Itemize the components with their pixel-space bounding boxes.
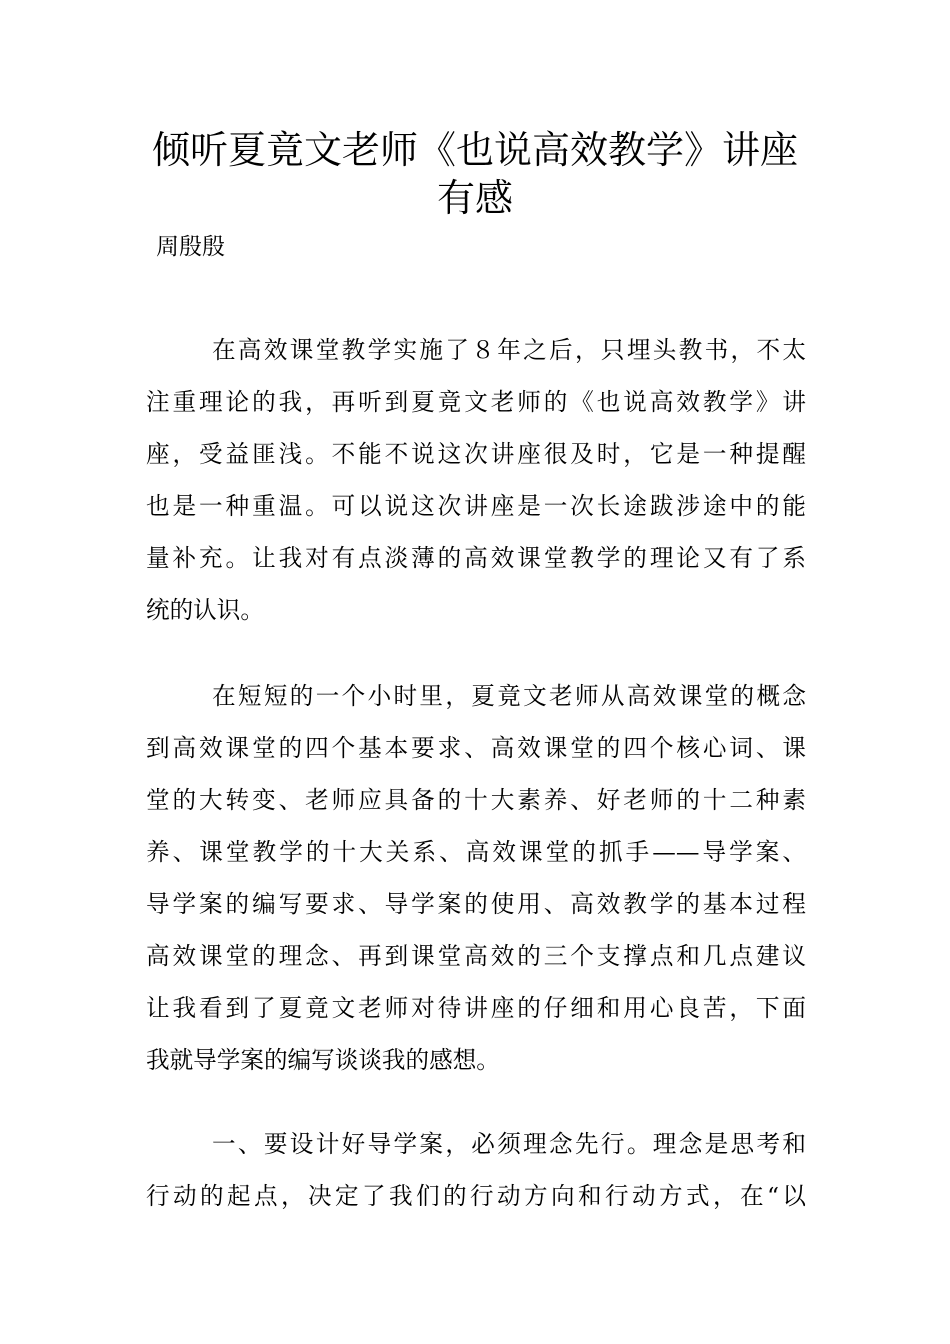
paragraph-3 [146,1118,806,1222]
paragraph-line: 量补充。让我对有点淡薄的高效课堂教学的理论又有了系 [146,544,806,572]
paragraph-line: 也是一种重温。可以说这次讲座是一次长途跋涉途中的能 [146,492,806,520]
paragraph-line: 我就导学案的编写谈谈我的感想。 [146,1046,500,1074]
paragraph-line: 座，受益匪浅。不能不说这次讲座很及时，它是一种提醒 [146,440,806,468]
paragraph-1 [146,324,806,636]
paragraph-line: 在高效课堂教学实施了８年之后，只埋头教书，不太 [212,336,806,364]
paragraph-line: 让我看到了夏竟文老师对待讲座的仔细和用心良苦，下面 [146,994,806,1022]
paragraph-line: 行动的起点，决定了我们的行动方向和行动方式，在“以 [146,1182,806,1210]
paragraph-line: 高效课堂的理念、再到课堂高效的三个支撑点和几点建议 [146,942,806,970]
paragraph-line: 导学案的编写要求、导学案的使用、高效教学的基本过程 [146,890,806,918]
author-name: 周殷殷 [156,234,225,260]
paragraph-2 [146,670,806,1086]
paragraph-line: 堂的大转变、老师应具备的十大素养、好老师的十二种素 [146,786,806,814]
paragraph-line: 养、课堂教学的十大关系、高效课堂的抓手——导学案、 [146,838,806,866]
document-title-line-2: 有感 [436,176,513,220]
paragraph-line: 在短短的一个小时里，夏竟文老师从高效课堂的概念 [212,682,806,710]
paragraph-line: 注重理论的我，再听到夏竟文老师的《也说高效教学》讲 [146,388,806,416]
paragraph-line: 到高效课堂的四个基本要求、高效课堂的四个核心词、课 [146,734,806,762]
paragraph-line: 一、要设计好导学案，必须理念先行。理念是思考和 [212,1130,806,1158]
document-title-line-1: 倾听夏竟文老师《也说高效教学》讲座 [151,128,798,172]
paragraph-line: 统的认识。 [146,596,264,624]
